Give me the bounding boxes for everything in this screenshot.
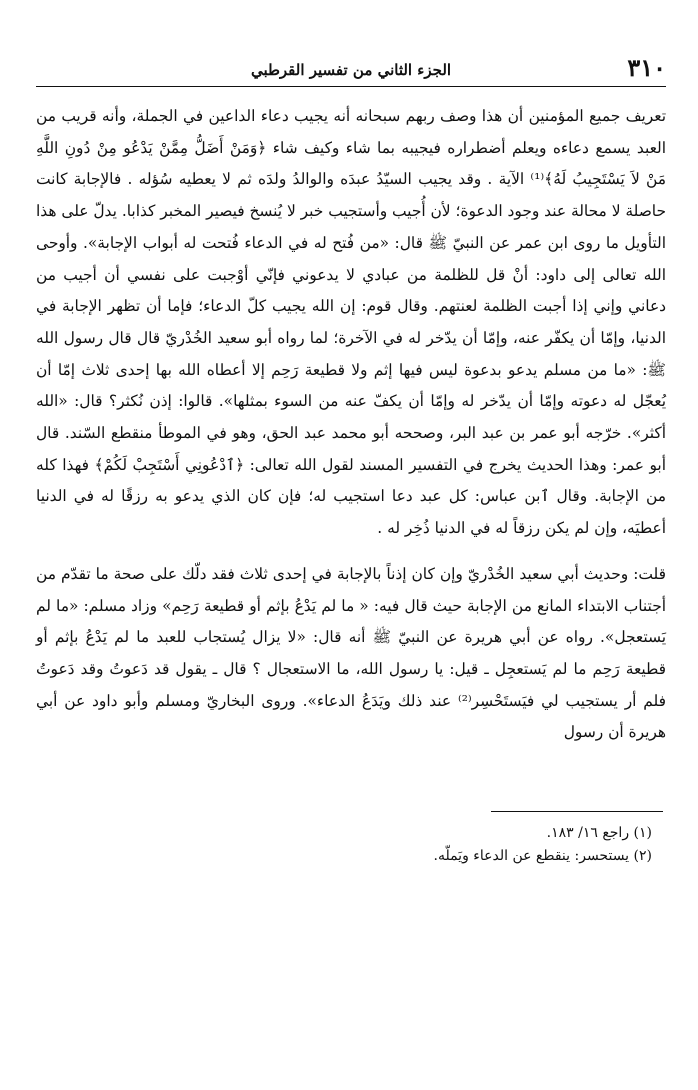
footnote-separator	[491, 811, 663, 812]
paragraph-2: قلت: وحديث أبي سعيد الخُدْريّ وإن كان إذناً بالإجابة في إحدى ثلاث فقد دلّك على صحة ما تقدّم من أجتناب الابتداء المانع من الإجابة حيث قال فيه: « ما لم يَدْعُ بإثم أو قطيعة رَحِم» وزاد مسلم: «ما لم يَستعجل». رواه عن أبي هريرة عن النبيّ ﷺ أنه قال: «لا يزال يُستجاب للعبد ما لم يَدْعُ بإثم أو قطيعة رَحِم ما لم يَستعجِل ـ قيل: يا رسول الله، ما الاستعجال ؟ قال ـ يقول قد دَعوتُ وقد دَعوتُ فلم أر يستجيب لي فيَستَحْسِر⁽²⁾ عند ذلك ويَدَعُ الدعاء». وروى البخاريّ ومسلم وأبو داود عن أبي هريرة أن رسول	[36, 564, 666, 742]
book-page	[36, 52, 666, 868]
footnote-2: (٢) يستحسر: ينقطع عن الدعاء ويَملّه.	[433, 848, 652, 865]
running-title: الجزء الثاني من تفسير القرطبي	[250, 61, 452, 79]
paragraph-1: تعريف جميع المؤمنين أن هذا وصف ربهم سبحانه أنه يجيب دعاء الداعين في الجملة، وأنه قريب من العبد يسمع دعاءه ويعلم أضطراره فيجيبه بما شاء وكيف شاء ﴿وَمَنْ أَضَلُّ مِمَّنْ يَدْعُو مِنْ دُونِ اللَّهِ مَنْ لاَ يَسْتَجِيبُ لَهُ﴾⁽¹⁾ الآية . وقد يجيب السيّدُ عبدَه والوالدُ ولدَه ثم لا يعطيه سُؤله . فالإجابة كانت حاصلة لا محالة عند وجود الدعوة؛ لأن أُجيب وأستجيب خبر لا يُنسخ فيصير المخبر كذابا. يدلّ على هذا التأويل ما روى ابن عمر عن النبيّ ﷺ قال: «من فُتح له في الدعاء فُتحت له أبواب الإجابة». وأوحى الله تعالى إلى داود: أنْ قل للظلمة من عبادي لا يدعوني فإنّي أوْجبت على نفسي أن أجيب من دعاني وإني إذا أجبت الظلمة لعنتهم. وقال قوم: إن الله يجيب كلّ الدعاء؛ فإما أن تظهر الإجابة في الدنيا، وإمّا أن يكفّر عنه، وإمّا أن يدّخر له في الآخرة؛ لما رواه أبو سعيد الخُدْريّ قال قال رسول الله ﷺ: «ما من مسلم يدعو بدعوة ليس فيها إثم ولا قطيعة رَحِم إلا أعطاه الله بها إحدى ثلاث إمّا أن يُعجّل له دعوته وإمّا أن يدّخر له وإمّا أن يكفّ عنه من السوء بمثلها». قالوا: إذن نُكثر؟ قال: «الله أكثر». خرّجه أبو عمر بن عبد البر، وصححه أبو محمد عبد الحق، وهو في الموطأ منقطع السّند. قال أبو عمر: وهذا الحديث يخرج في التفسير المسند لقول الله تعالى: ﴿ٱدْعُونِي أَسْتَجِبْ لَكُمْ﴾ فهذا كله من الإجابة. وقال ٱبن عباس: كل عبد دعا استجيب له؛ فإن كان الذي يدعو به رزقًا له في الدنيا أعطيَه، وإن لم يكن رزقاً له في الدنيا ذُخِر له .	[36, 107, 666, 538]
main-text	[36, 101, 666, 749]
footnotes	[36, 822, 666, 868]
running-header	[36, 52, 666, 87]
footnote-1: (١) راجع ١٦/ ١٨٣.	[546, 825, 652, 842]
page-number: ٣١٠	[627, 53, 666, 82]
